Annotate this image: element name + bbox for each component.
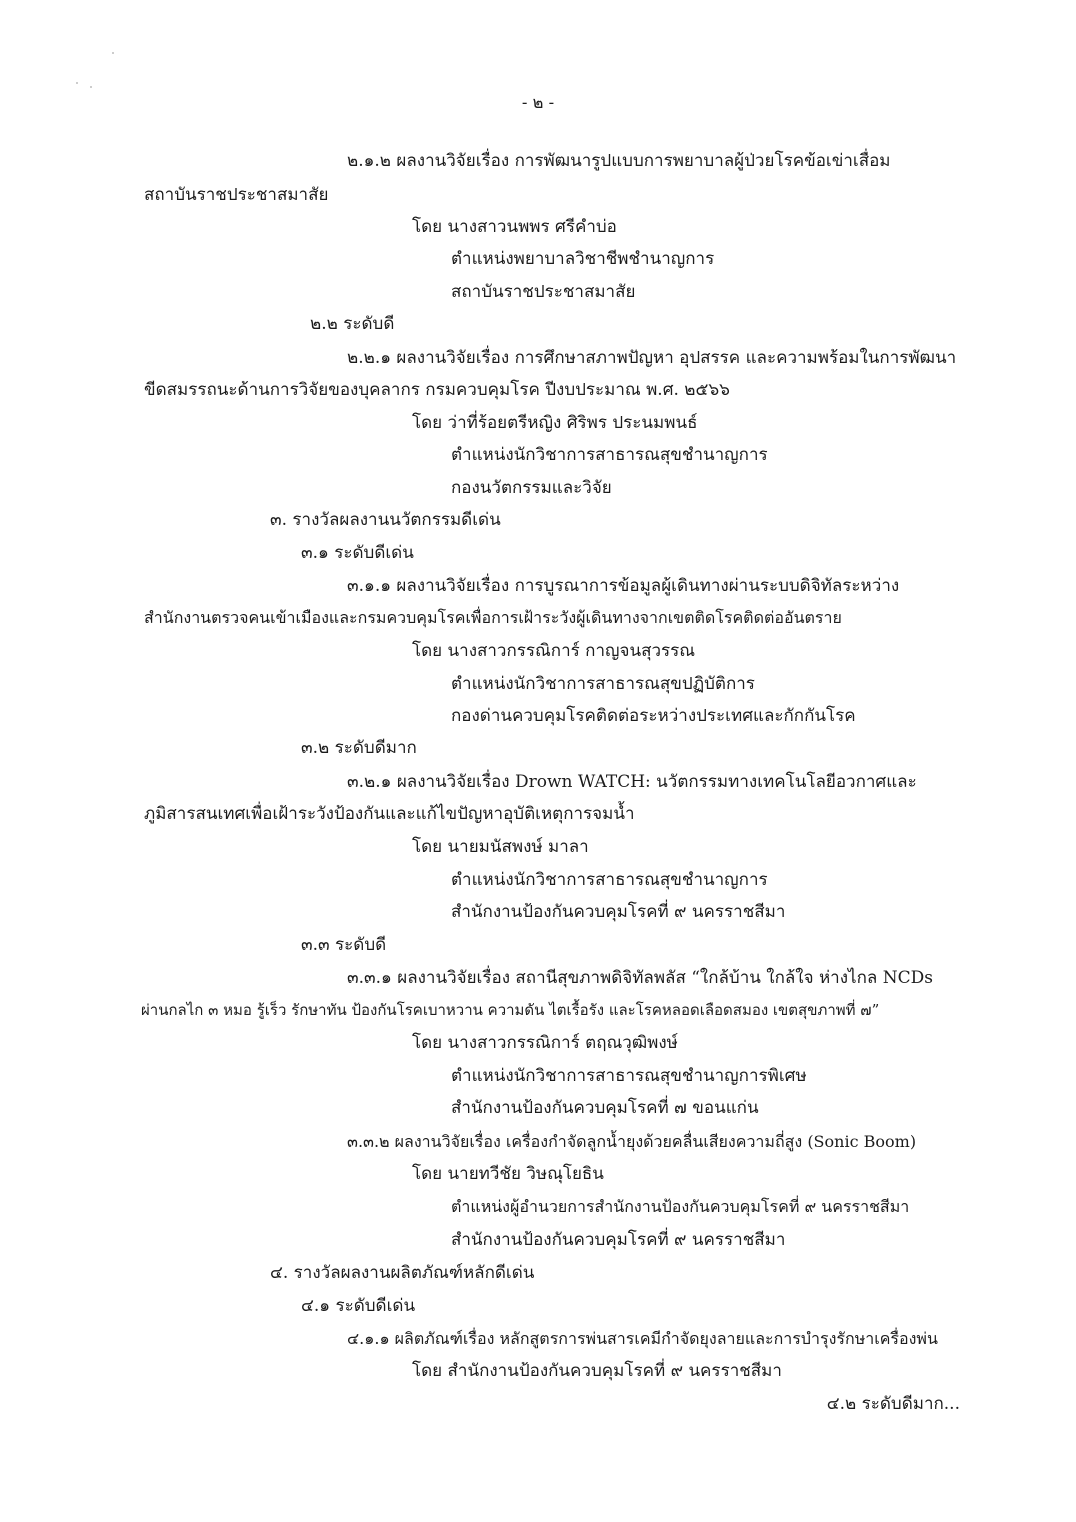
section-2-2-heading: ๒.๒ ระดับดี — [310, 314, 395, 334]
item-3-1-1-position: ตำแหน่งนักวิชาการสาธารณสุขปฏิบัติการ — [451, 674, 755, 694]
item-2-2-1-position: ตำแหน่งนักวิชาการสาธารณสุขชำนาญการ — [451, 445, 768, 465]
item-2-1-2-position: ตำแหน่งพยาบาลวิชาชีพชำนาญการ — [451, 249, 715, 269]
item-2-2-1-title-cont: ขีดสมรรถนะด้านการวิจัยของบุคลากร กรมควบคุมโรค ปีงบประมาณ พ.ศ. ๒๕๖๖ — [144, 380, 730, 400]
item-3-1-1-title-cont: สำนักงานตรวจคนเข้าเมืองและกรมควบคุมโรคเพื่อการเฝ้าระวังผู้เดินทางจากเขตติดโรคติดต่ออันตราย — [144, 608, 842, 627]
item-3-1-1-title: ๓.๑.๑ ผลงานวิจัยเรื่อง การบูรณาการข้อมูลผู้เดินทางผ่านระบบดิจิทัลระหว่าง — [347, 576, 900, 596]
item-2-2-1-title: ๒.๒.๑ ผลงานวิจัยเรื่อง การศึกษาสภาพปัญหา อุปสรรค และความพร้อมในการพัฒนา — [347, 348, 957, 368]
item-2-1-2-title: ๒.๑.๒ ผลงานวิจัยเรื่อง การพัฒนารูปแบบการพยาบาลผู้ป่วยโรคข้อเข่าเสื่อม — [347, 151, 891, 171]
page-number: - ๒ - — [521, 93, 555, 112]
item-3-3-1-title-cont: ผ่านกลไก ๓ หมอ รู้เร็ว รักษาทัน ป้องกันโรคเบาหวาน ความดัน ไตเรื้อรัง และโรคหลอดเลือดสมอง เขตสุขภาพที่ ๗” — [141, 1001, 880, 1019]
section-3-1-heading: ๓.๑ ระดับดีเด่น — [301, 543, 414, 563]
item-2-2-1-author: โดย ว่าที่ร้อยตรีหญิง ศิริพร ประนมพนธ์ — [412, 413, 698, 433]
item-3-1-1-author: โดย นางสาวกรรณิการ์ กาญจนสุวรรณ — [412, 641, 696, 661]
item-3-2-1-agency: สำนักงานป้องกันควบคุมโรคที่ ๙ นครราชสีมา — [451, 902, 786, 922]
section-3-heading: ๓. รางวัลผลงานนวัตกรรมดีเด่น — [270, 510, 501, 530]
item-3-3-2-position: ตำแหน่งผู้อำนวยการสำนักงานป้องกันควบคุมโรคที่ ๙ นครราชสีมา — [451, 1197, 910, 1216]
continuation-note: ๔.๒ ระดับดีมาก... — [826, 1394, 960, 1414]
scan-speck — [76, 82, 78, 84]
item-2-1-2-author: โดย นางสาวนพพร ศรีคำบ่อ — [412, 217, 617, 237]
item-2-1-2-title-cont: สถาบันราชประชาสมาสัย — [144, 185, 329, 205]
item-3-3-1-author: โดย นางสาวกรรณิการ์ ตฤณวุฒิพงษ์ — [412, 1033, 678, 1053]
item-3-3-1-title: ๓.๓.๑ ผลงานวิจัยเรื่อง สถานีสุขภาพดิจิทัลพลัส “ใกล้บ้าน ใกล้ใจ ห่างไกล NCDs — [347, 968, 933, 988]
item-3-2-1-title-cont: ภูมิสารสนเทศเพื่อเฝ้าระวังป้องกันและแก้ไขปัญหาอุบัติเหตุการจมน้ำ — [144, 804, 635, 824]
item-4-1-1-author: โดย สำนักงานป้องกันควบคุมโรคที่ ๙ นครราชสีมา — [412, 1361, 782, 1381]
item-3-3-2-author: โดย นายทวีชัย วิษณุโยธิน — [412, 1164, 604, 1184]
item-2-1-2-agency: สถาบันราชประชาสมาสัย — [451, 282, 636, 302]
section-3-3-heading: ๓.๓ ระดับดี — [301, 935, 387, 955]
scan-speck — [90, 86, 92, 88]
scan-speck — [112, 52, 114, 54]
item-3-3-2-title: ๓.๓.๒ ผลงานวิจัยเรื่อง เครื่องกำจัดลูกน้ำยุงด้วยคลื่นเสียงความถี่สูง (Sonic Boom) — [347, 1132, 917, 1151]
section-4-heading: ๔. รางวัลผลงานผลิตภัณฑ์หลักดีเด่น — [270, 1263, 535, 1283]
item-3-2-1-position: ตำแหน่งนักวิชาการสาธารณสุขชำนาญการ — [451, 870, 768, 890]
item-2-2-1-agency: กองนวัตกรรมและวิจัย — [451, 478, 612, 498]
item-3-3-1-position: ตำแหน่งนักวิชาการสาธารณสุขชำนาญการพิเศษ — [451, 1066, 807, 1086]
section-4-1-heading: ๔.๑ ระดับดีเด่น — [301, 1296, 416, 1316]
section-3-2-heading: ๓.๒ ระดับดีมาก — [301, 738, 417, 758]
item-4-1-1-title: ๔.๑.๑ ผลิตภัณฑ์เรื่อง หลักสูตรการพ่นสารเคมีกำจัดยุงลายและการบำรุงรักษาเครื่องพ่น — [347, 1329, 938, 1348]
item-3-3-1-agency: สำนักงานป้องกันควบคุมโรคที่ ๗ ขอนแก่น — [451, 1098, 759, 1118]
item-3-2-1-title: ๓.๒.๑ ผลงานวิจัยเรื่อง Drown WATCH: นวัตกรรมทางเทคโนโลยีอวกาศและ — [347, 772, 917, 792]
item-3-3-2-agency: สำนักงานป้องกันควบคุมโรคที่ ๙ นครราชสีมา — [451, 1230, 786, 1250]
item-3-2-1-author: โดย นายมนัสพงษ์ มาลา — [412, 837, 589, 857]
item-3-1-1-agency: กองด่านควบคุมโรคติดต่อระหว่างประเทศและกักกันโรค — [451, 706, 856, 726]
